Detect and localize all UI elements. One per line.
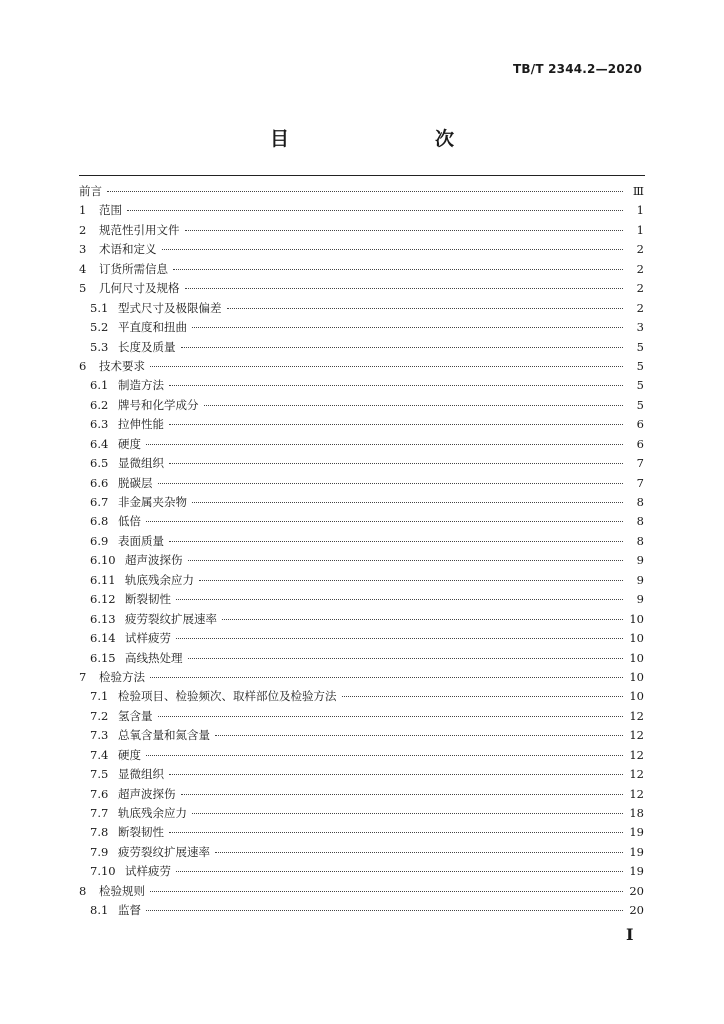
- toc-entry-page: 19: [629, 825, 644, 840]
- toc-entry-label: 超声波探伤: [118, 786, 176, 801]
- toc-entry-label: 轨底残余应力: [125, 572, 194, 587]
- toc-entry: [79, 319, 644, 338]
- toc-entry-page: 10: [629, 669, 644, 684]
- toc-entry-page: 8: [636, 514, 644, 529]
- toc-entry-page: 20: [629, 903, 644, 918]
- toc-entry: [79, 455, 644, 474]
- toc-entry: [79, 708, 644, 727]
- toc-dot-leader: [150, 891, 623, 892]
- toc-dot-leader: [169, 463, 623, 464]
- toc-entry-number: 8: [79, 883, 87, 898]
- toc-dot-leader: [181, 794, 624, 795]
- toc-entry-label: 显微组织: [118, 767, 164, 782]
- toc-dot-leader: [188, 658, 624, 659]
- page-number: I: [626, 925, 634, 944]
- toc-entry-label: 技术要求: [99, 358, 145, 373]
- toc-entry-label: 疲劳裂纹扩展速率: [125, 611, 217, 626]
- toc-entry-label: 表面质量: [118, 533, 164, 548]
- toc-dot-leader: [146, 444, 623, 445]
- toc-entry-page: 1: [636, 203, 644, 218]
- toc-entry: [79, 650, 644, 669]
- toc-entry-page: 18: [629, 806, 644, 820]
- toc-entry: [79, 766, 644, 785]
- toc-entry-page: 6: [636, 417, 644, 432]
- toc-entry: [79, 358, 644, 377]
- toc-entry-label: 硬度: [118, 747, 141, 762]
- toc-entry-label: 订货所需信息: [99, 261, 168, 276]
- toc-dot-leader: [222, 619, 623, 620]
- toc-entry: [79, 202, 644, 221]
- toc-dot-leader: [169, 541, 623, 542]
- toc-entry-page: 20: [629, 883, 644, 898]
- toc-entry: [79, 261, 644, 280]
- toc-entry-label: 术语和定义: [99, 242, 157, 257]
- toc-entry-label: 制造方法: [118, 378, 164, 393]
- toc-entry-number: 6.1: [90, 378, 109, 393]
- toc-entry-label: 氢含量: [118, 708, 153, 723]
- toc-entry: [79, 591, 644, 610]
- toc-entry-label: 检验项目、检验频次、取样部位及检验方法: [118, 689, 337, 704]
- toc-entry: [79, 630, 644, 649]
- toc-entry: [79, 805, 644, 824]
- toc-entry: [79, 611, 644, 630]
- toc-dot-leader: [215, 735, 623, 736]
- toc-entry-number: 6.12: [90, 592, 116, 607]
- toc-entry-number: 7.7: [90, 806, 109, 820]
- toc-dot-leader: [176, 599, 623, 600]
- toc-entry-number: 7.8: [90, 825, 109, 840]
- toc-entry-page: 6: [636, 436, 644, 451]
- toc-dot-leader: [204, 405, 624, 406]
- toc-dot-leader: [162, 249, 624, 250]
- toc-entry-number: 6.3: [90, 417, 109, 432]
- toc-entry-number: 6.11: [90, 572, 116, 587]
- toc-entry-number: 6.10: [90, 553, 116, 568]
- toc-dot-leader: [169, 385, 623, 386]
- toc-entry-number: 6.14: [90, 631, 116, 646]
- toc-entry: [79, 688, 644, 707]
- toc-entry-number: 3: [79, 242, 87, 257]
- toc-entry: [79, 883, 644, 902]
- toc-entry: [79, 824, 644, 843]
- toc-entry-number: 7.5: [90, 767, 109, 782]
- toc-dot-leader: [192, 327, 623, 328]
- toc-entry-number: 5.1: [90, 300, 109, 315]
- toc-entry: [79, 416, 644, 435]
- toc-entry: [79, 727, 644, 746]
- toc-dot-leader: [146, 755, 623, 756]
- toc-entry: [79, 786, 644, 805]
- toc-dot-leader: [227, 308, 624, 309]
- toc-entry: [79, 377, 644, 396]
- toc-entry-number: 6.13: [90, 611, 116, 626]
- title-divider: [79, 175, 645, 176]
- toc-dot-leader: [169, 424, 623, 425]
- toc-entry-page: 2: [636, 300, 644, 315]
- toc-dot-leader: [176, 638, 623, 639]
- toc-entry-number: 6.7: [90, 495, 109, 509]
- toc-entry-page: 12: [629, 728, 644, 743]
- table-of-contents: [79, 183, 644, 922]
- toc-entry-number: 7.9: [90, 844, 109, 859]
- toc-entry-label: 非金属夹杂物: [118, 495, 187, 509]
- toc-entry-number: 5.3: [90, 339, 109, 354]
- toc-dot-leader: [127, 210, 623, 211]
- toc-entry: [79, 572, 644, 591]
- toc-dot-leader: [188, 560, 624, 561]
- toc-entry: [79, 183, 644, 202]
- toc-entry-label: 显微组织: [118, 456, 164, 471]
- toc-entry-number: 6.5: [90, 456, 109, 471]
- toc-entry-label: 拉伸性能: [118, 417, 164, 432]
- toc-entry-label: 总氧含量和氮含量: [118, 728, 210, 743]
- toc-dot-leader: [169, 832, 623, 833]
- toc-entry-page: 10: [629, 689, 644, 704]
- standard-code: TB/T 2344.2—2020: [513, 62, 642, 76]
- toc-entry: [79, 669, 644, 688]
- toc-entry-label: 脱碳层: [118, 475, 153, 490]
- toc-entry-label: 监督: [118, 903, 141, 918]
- toc-entry-number: 6.15: [90, 650, 116, 665]
- toc-entry-label: 几何尺寸及规格: [99, 281, 180, 296]
- toc-entry-page: 12: [629, 708, 644, 723]
- toc-dot-leader: [173, 269, 623, 270]
- toc-entry-label: 范围: [99, 203, 122, 218]
- toc-entry-number: 7.3: [90, 728, 109, 743]
- toc-entry-number: 6: [79, 358, 87, 373]
- toc-entry-page: 2: [636, 261, 644, 276]
- toc-entry-number: 7.4: [90, 747, 109, 762]
- toc-entry-number: 7: [79, 669, 87, 684]
- toc-entry-number: 7.2: [90, 708, 109, 723]
- toc-entry-label: 疲劳裂纹扩展速率: [118, 844, 210, 859]
- toc-entry-number: 6.6: [90, 475, 109, 490]
- toc-entry-number: 6.4: [90, 436, 109, 451]
- toc-entry-page: 19: [629, 864, 644, 879]
- toc-entry-page: 9: [636, 572, 644, 587]
- toc-entry-number: 4: [79, 261, 87, 276]
- page-title: 目 次: [269, 128, 490, 150]
- toc-dot-leader: [169, 774, 623, 775]
- toc-entry-number: 7.6: [90, 786, 109, 801]
- toc-entry-label: 试样疲劳: [125, 631, 171, 646]
- toc-entry-label: 长度及质量: [118, 339, 176, 354]
- toc-entry-page: 5: [636, 378, 644, 393]
- toc-entry-number: 5.2: [90, 320, 109, 335]
- toc-entry-page: 10: [629, 611, 644, 626]
- toc-entry: [79, 863, 644, 882]
- toc-entry-page: 1: [636, 222, 644, 237]
- toc-entry-number: 7.1: [90, 689, 109, 704]
- toc-dot-leader: [158, 483, 624, 484]
- toc-entry: [79, 844, 644, 863]
- toc-entry: [79, 300, 644, 319]
- toc-entry-page: 5: [636, 358, 644, 373]
- toc-entry-label: 型式尺寸及极限偏差: [118, 300, 222, 315]
- toc-entry: [79, 436, 644, 455]
- toc-entry-label: 硬度: [118, 436, 141, 451]
- toc-entry: [79, 475, 644, 494]
- toc-entry-page: 8: [636, 533, 644, 548]
- toc-entry-label: 牌号和化学成分: [118, 397, 199, 412]
- toc-entry-page: 9: [636, 553, 644, 568]
- toc-dot-leader: [150, 366, 623, 367]
- toc-entry-page: 12: [629, 747, 644, 762]
- toc-entry: [79, 494, 644, 513]
- toc-entry: [79, 747, 644, 766]
- toc-dot-leader: [158, 716, 624, 717]
- toc-entry-number: 6.9: [90, 533, 109, 548]
- toc-dot-leader: [176, 871, 623, 872]
- toc-entry: [79, 280, 644, 299]
- toc-entry-label: 试样疲劳: [125, 864, 171, 879]
- toc-entry-page: 2: [636, 281, 644, 296]
- toc-dot-leader: [215, 852, 623, 853]
- toc-entry-page: 12: [629, 767, 644, 782]
- toc-entry-number: 6.2: [90, 397, 109, 412]
- toc-entry-page: 8: [636, 495, 644, 509]
- toc-entry-label: 低倍: [118, 514, 141, 529]
- toc-dot-leader: [342, 696, 624, 697]
- toc-entry: [79, 222, 644, 241]
- toc-dot-leader: [146, 521, 623, 522]
- toc-entry-page: 10: [629, 631, 644, 646]
- toc-entry: [79, 397, 644, 416]
- toc-entry-page: Ⅲ: [632, 184, 644, 198]
- toc-entry-page: 9: [636, 592, 644, 607]
- toc-entry-label: 检验规则: [99, 883, 145, 898]
- toc-entry-page: 7: [636, 475, 644, 490]
- toc-dot-leader: [192, 502, 623, 503]
- toc-entry: [79, 241, 644, 260]
- toc-entry: [79, 339, 644, 358]
- toc-dot-leader: [146, 910, 623, 911]
- toc-entry-number: 8.1: [90, 903, 109, 918]
- toc-dot-leader: [150, 677, 623, 678]
- toc-entry-page: 5: [636, 397, 644, 412]
- toc-entry-label: 平直度和扭曲: [118, 320, 187, 335]
- toc-entry: [79, 533, 644, 552]
- toc-dot-leader: [192, 813, 623, 814]
- toc-entry-page: 2: [636, 242, 644, 257]
- toc-entry: [79, 902, 644, 921]
- toc-entry-page: 5: [636, 339, 644, 354]
- toc-dot-leader: [181, 347, 624, 348]
- toc-entry-label: 断裂韧性: [118, 825, 164, 840]
- toc-entry-number: 7.10: [90, 864, 116, 879]
- toc-entry-number: 1: [79, 203, 87, 218]
- toc-entry-number: 2: [79, 222, 87, 237]
- toc-entry-label: 规范性引用文件: [99, 222, 180, 237]
- toc-entry: [79, 552, 644, 571]
- toc-dot-leader: [107, 191, 623, 192]
- toc-entry-number: 5: [79, 281, 87, 296]
- toc-entry-page: 19: [629, 844, 644, 859]
- toc-entry-number: 6.8: [90, 514, 109, 529]
- toc-entry: [79, 513, 644, 532]
- toc-entry-page: 10: [629, 650, 644, 665]
- toc-dot-leader: [185, 230, 624, 231]
- toc-entry-label: 前言: [79, 184, 102, 198]
- toc-entry-label: 轨底残余应力: [118, 806, 187, 820]
- toc-entry-page: 3: [636, 320, 644, 335]
- toc-entry-label: 检验方法: [99, 669, 145, 684]
- toc-dot-leader: [199, 580, 623, 581]
- toc-entry-page: 7: [636, 456, 644, 471]
- toc-entry-page: 12: [629, 786, 644, 801]
- toc-entry-label: 超声波探伤: [125, 553, 183, 568]
- toc-entry-label: 断裂韧性: [125, 592, 171, 607]
- toc-entry-label: 高线热处理: [125, 650, 183, 665]
- toc-dot-leader: [185, 288, 624, 289]
